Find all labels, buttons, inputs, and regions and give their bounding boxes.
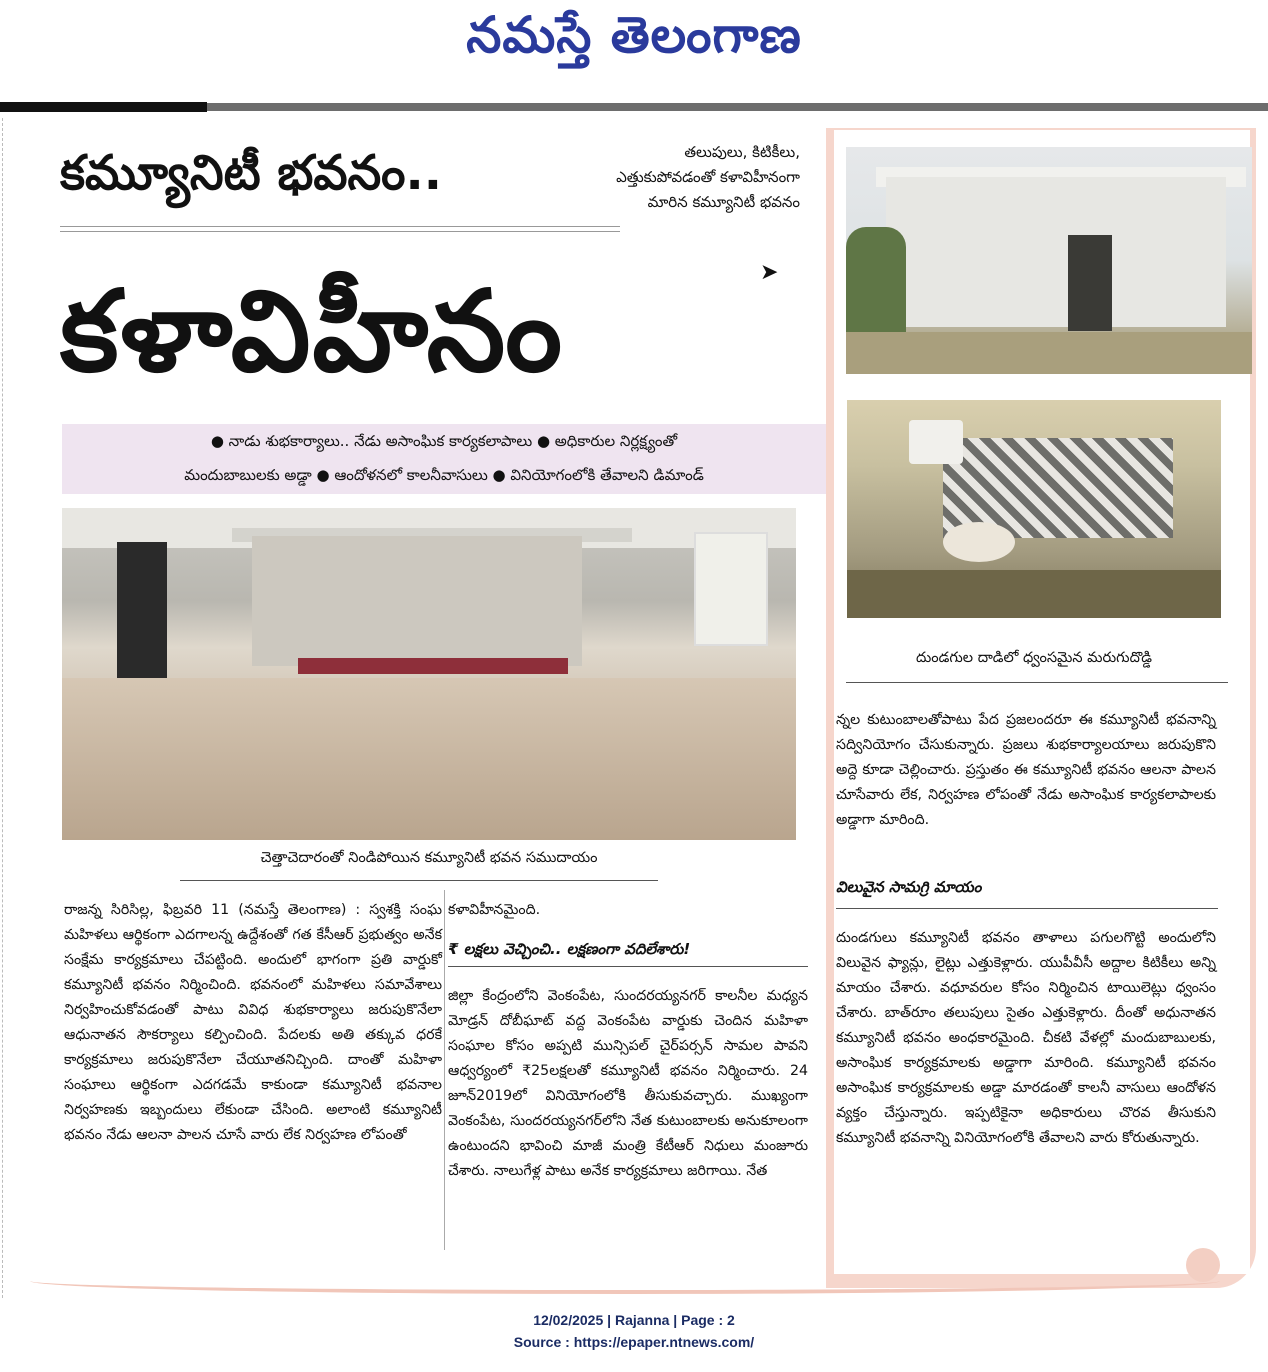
subheading-missing-goods: విలువైన సామగ్రి మాయం [836, 878, 982, 896]
newspaper-logo: నమస్తే తెలంగాణ [466, 6, 802, 64]
photo-toilet-bowl [943, 522, 1015, 562]
caption-rule [846, 682, 1228, 683]
photo-floor [62, 678, 796, 840]
corner-ornament [1186, 1248, 1220, 1282]
article-column-2: జిల్లా కేంద్రంలోని వెంకంపేట, సుందరయ్యనగర్ కాలనీల మధ్యన మోడ్రన్ దోబీఘాట్ వద్ద వెంకంపేట వార్డుకు చెందిన మహిళా సంఘాల కోసం అప్పటి మున్సిపల్ చైర్‌పర్సన్ సామల పావని ఆధ్వర్యంలో ₹25లక్షలతో కమ్యూనిటీ భవనం నిర్మించారు. 24 జూన్2019లో వినియోగంలోకి తీసుకువచ్చారు. ముఖ్యంగా వెంకంపేట, సుందరయ్యనగర్‌లోని నేత కుటుంబాలకు అనుకూలంగా ఉంటుందని భావించి మాజీ మంత్రి కేటీఆర్ నిధులు మంజూరు చేశారు. నాలుగేళ్ల పాటు అనేక కార్యక్రమాలు జరిగాయి. నేత [448, 988, 808, 1179]
photo-window [694, 532, 768, 646]
hall-photo-caption: చెత్తాచెదారంతో నిండిపోయిన కమ్యూనిటీ భవన సముదాయం [260, 850, 598, 866]
caption-rule [180, 880, 658, 881]
photo-door [117, 542, 167, 692]
photo-floor [847, 570, 1221, 618]
headline-side-note: తలుపులు, కిటికీలు, ఎత్తుకుపోవడంతో కళావిహీనంగా మారిన కమ్యూనిటీ భవనం [616, 143, 800, 211]
photo-back-wall [252, 536, 582, 666]
photo-doorway [1068, 235, 1112, 331]
masthead [0, 0, 1268, 100]
kicker-underline [60, 226, 620, 232]
photo-cistern [909, 420, 963, 464]
photo-wall [886, 177, 1226, 327]
column-divider [444, 890, 445, 1250]
article-column-2-top: కళావిహీనమైంది. [448, 902, 541, 918]
footer-source-link[interactable]: Source : https://epaper.ntnews.com/ [513, 1334, 755, 1350]
page-border [2, 118, 3, 1298]
masthead-rule [207, 103, 1268, 111]
footer-date-edition: 12/02/2025 | Rajanna | Page : 2 [533, 1312, 735, 1328]
play-arrow-icon: ➤ [760, 260, 779, 285]
masthead-rule-thick [0, 102, 207, 112]
hall-photo [62, 508, 796, 840]
main-headline: కళావిహీనం [60, 267, 565, 397]
subheading-rule [448, 966, 808, 967]
building-photo [846, 147, 1252, 374]
photo-stage [298, 658, 568, 674]
subheading-investment: ₹ లక్షలు వెచ్చించి.. లక్షణంగా వదిలేశారు! [448, 940, 691, 958]
subheading-rule [836, 908, 1218, 909]
article-column-3: న్నల కుటుంబాలతోపాటు పేద ప్రజలందరూ ఈ కమ్యూనిటీ భవనాన్ని సద్వినియోగం చేసుకున్నారు. ప్రజలు శుభకార్యాలయాలు జరుపుకొని అద్దె కూడా చెల్లించారు. ప్రస్తుతం ఈ కమ్యూనిటీ భవనం ఆలనా పాలన చూసేవారు లేక, నిర్వహణ లోపంతో నేడు అసాంఘిక కార్యకలాపాలకు అడ్డాగా మారింది. [836, 712, 1216, 828]
article-column-1: రాజన్న సిరిసిల్ల, ఫిబ్రవరి 11 (నమస్తే తెలంగాణ) : స్వశక్తి సంఘ మహిళలు ఆర్థికంగా ఎదగాలన్న ఉద్దేశంతో గత కేసీఆర్ ప్రభుత్వం అనేక సంక్షేమ కార్యక్రమాలు చేపట్టింది. అందులో భాగంగా ప్రతి వార్డుకో కమ్యూనిటీ భవనం నిర్మించింది. భవనంలో మహిళలు సమావేశాలు నిర్వహించుకోవడంతో పాటు వివిధ శుభకార్యాలు జరుపుకొనేలా ఆధునాతన సౌకర్యాలు కల్పించింది. పేదలకు అతి తక్కువ ధరకే కార్యక్రమాలు జరుపుకొనేలా చేయూతనిచ్చింది. దాంతో మహిళా సంఘాలు ఆర్థికంగా ఎదగడమే కాకుండా కమ్యూనిటీ భవనాల నిర్వహణకు ఇబ్బందులు లేకుండా చేసింది. అలాంటి కమ్యూనిటీ భవనం నేడు ఆలనా పాలన చూసే వారు లేక నిర్వహణ లోపంతో [64, 902, 442, 1143]
bullet-line-2: మందుబాబులకు అడ్డా ● ఆందోళనలో కాలనీవాసులు ● వినియోగంలోకి తేవాలని డిమాండ్ [184, 466, 704, 484]
article-column-3b: దుండగులు కమ్యూనిటీ భవనం తాళాలు పగులగొట్టి అందులోని విలువైన ఫ్యాన్లు, లైట్లు ఎత్తుకెళ్లారు. యుపీవీసీ అద్దాల కిటికీలు అన్ని మాయం చేశారు. వధూవరుల కోసం నిర్మించిన టాయిలెట్లు ధ్వంసం చేశారు. బాత్‌రూం తలుపులు సైతం ఎత్తుకెళ్లారు. దీంతో అధునాతన కమ్యూనిటీ భవనం అంధకారమైంది. చీకటి వేళల్లో మందుబాబులకు, అసాంఘిక కార్యక్రమాలకు అడ్డాగా మారింది. కమ్యూనిటీ భవనం అసాంఘిక కార్యక్రమాలకు అడ్డా మారడంతో కాలనీ వాసులు ఆందోళన వ్యక్తం చేస్తున్నారు. ఇప్పటికైనా అధికారులు చొరవ తీసుకుని కమ్యూనిటీ భవనాన్ని వినియోగంలోకి తేవాలని వారు కోరుతున్నారు. [836, 930, 1217, 1146]
toilet-photo-caption: దుండగుల దాడిలో ధ్వంసమైన మరుగుదొడ్డి [916, 650, 1152, 666]
bullet-line-1: ● నాడు శుభకార్యాలు.. నేడు అసాంఘిక కార్యకలాపాలు ● అధికారుల నిర్లక్ష్యంతో [210, 432, 678, 450]
photo-ground [846, 332, 1252, 374]
bullet-strip [62, 424, 826, 494]
bottom-curve [30, 1268, 1220, 1294]
headline-kicker: కమ్యూనిటీ భవనం.. [60, 145, 442, 201]
toilet-photo [847, 400, 1221, 618]
